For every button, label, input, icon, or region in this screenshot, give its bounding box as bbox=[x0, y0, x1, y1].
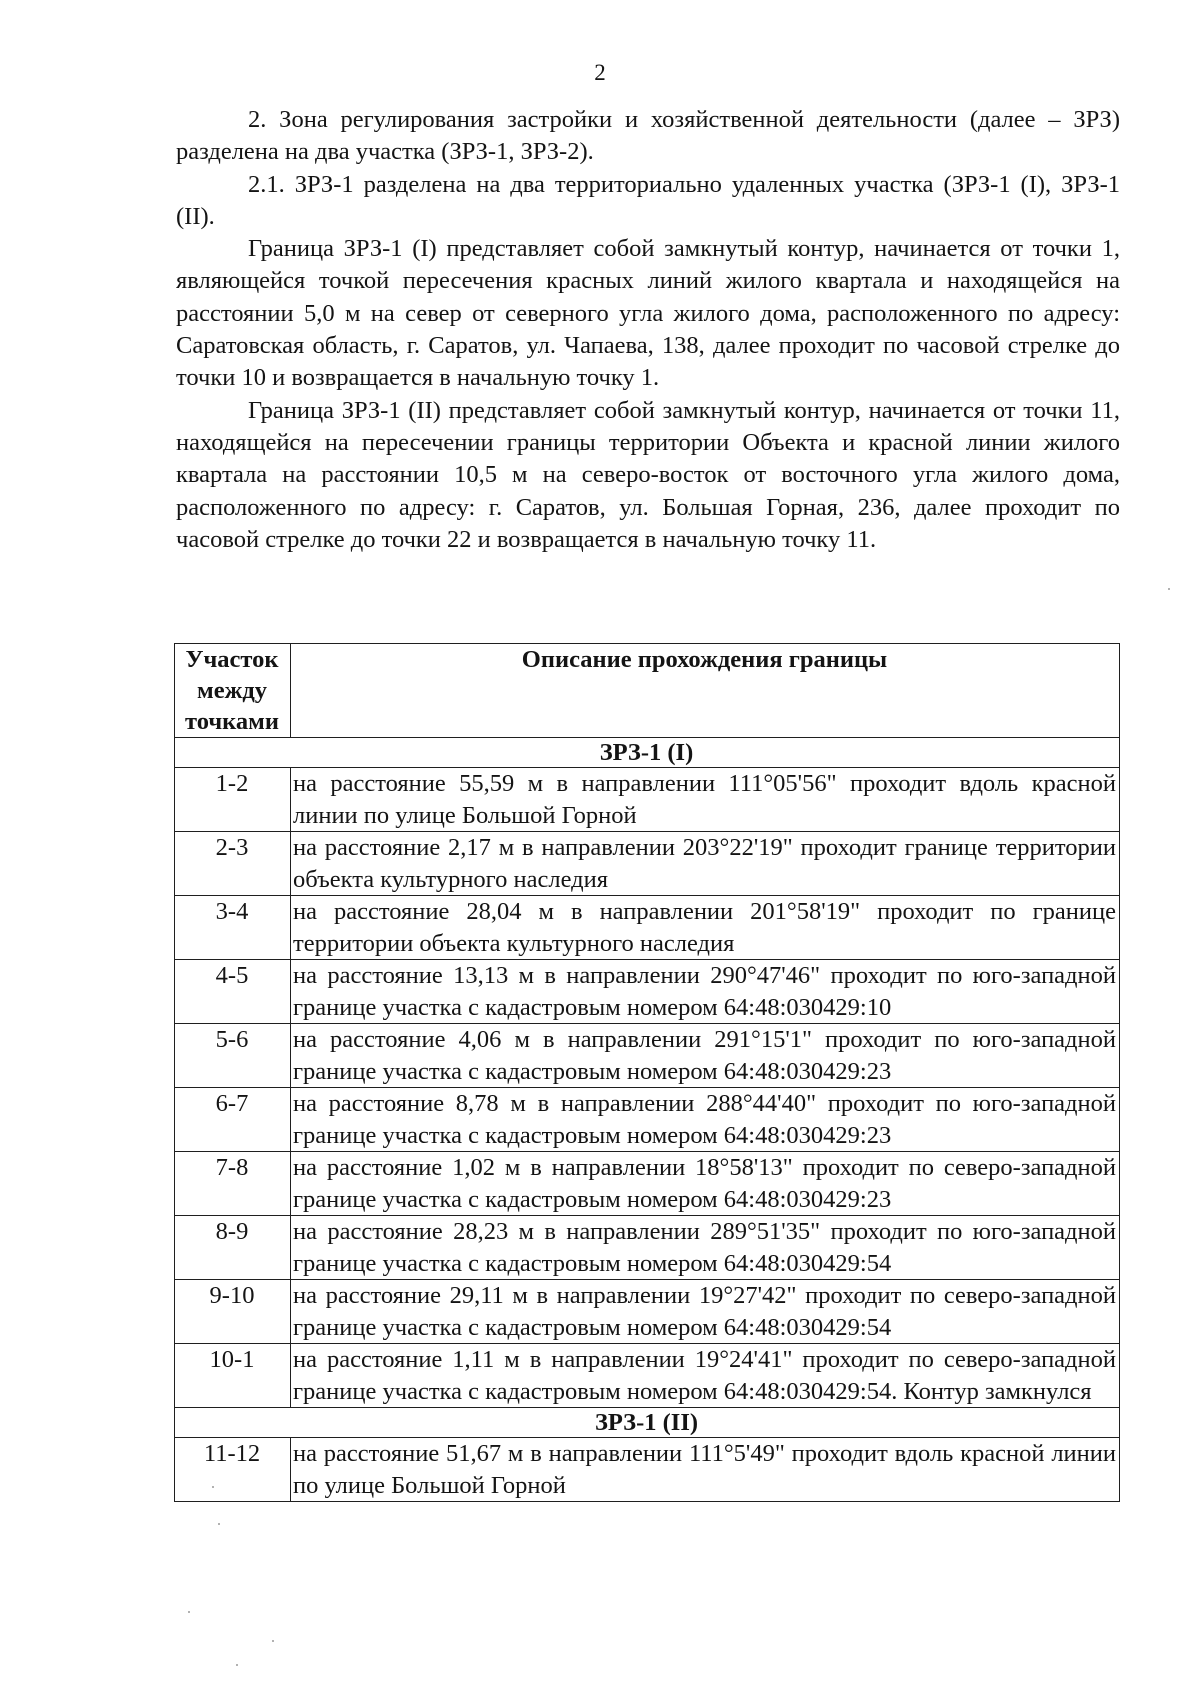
description-cell: на расстояние 51,67 м в направлении 111°5'49" проходит вдоль красной линии по улице Большой Горной bbox=[291, 1438, 1120, 1502]
table-row bbox=[175, 1216, 1120, 1280]
table-row bbox=[175, 1438, 1120, 1502]
description-cell: на расстояние 28,04 м в направлении 201°58'19" проходит по границе территории объекта культурного наследия bbox=[291, 896, 1120, 960]
section-row bbox=[175, 738, 1120, 768]
segment-cell: 9-10 bbox=[175, 1280, 291, 1344]
section-row bbox=[175, 1408, 1120, 1438]
description-cell: на расстояние 1,11 м в направлении 19°24'41" проходит по северо-западной границе участка с кадастровым номером 64:48:030429:54. Контур замкнулся bbox=[291, 1344, 1120, 1408]
scan-speck bbox=[272, 1640, 274, 1642]
segment-cell: 10-1 bbox=[175, 1344, 291, 1408]
segment-cell: 3-4 bbox=[175, 896, 291, 960]
segment-cell: 11-12 bbox=[175, 1438, 291, 1502]
description-cell: на расстояние 1,02 м в направлении 18°58'13" проходит по северо-западной границе участка с кадастровым номером 64:48:030429:23 bbox=[291, 1152, 1120, 1216]
description-cell: на расстояние 13,13 м в направлении 290°47'46" проходит по юго-западной границе участка с кадастровым номером 64:48:030429:10 bbox=[291, 960, 1120, 1024]
boundary-table bbox=[174, 643, 1120, 1502]
section-title: ЗРЗ-1 (II) bbox=[175, 1408, 1120, 1438]
table-row bbox=[175, 960, 1120, 1024]
segment-cell: 5-6 bbox=[175, 1024, 291, 1088]
scan-speck bbox=[236, 1664, 238, 1666]
description-cell: на расстояние 2,17 м в направлении 203°22'19" проходит границе территории объекта культурного наследия bbox=[291, 832, 1120, 896]
segment-cell: 6-7 bbox=[175, 1088, 291, 1152]
table-row bbox=[175, 1280, 1120, 1344]
segment-cell: 1-2 bbox=[175, 768, 291, 832]
segment-cell: 2-3 bbox=[175, 832, 291, 896]
header-description: Описание прохождения границы bbox=[291, 644, 1120, 738]
description-cell: на расстояние 4,06 м в направлении 291°15'1" проходит по юго-западной границе участка с кадастровым номером 64:48:030429:23 bbox=[291, 1024, 1120, 1088]
table-row bbox=[175, 768, 1120, 832]
segment-cell: 7-8 bbox=[175, 1152, 291, 1216]
header-segment: Участок между точками bbox=[175, 644, 291, 738]
paragraph: Граница ЗРЗ-1 (I) представляет собой замкнутый контур, начинается от точки 1, являющейся точкой пересечения красных линий жилого квартала и находящейся на расстоянии 5,0 м на север от северного угла жилого дома, расположенного по адресу: Саратовская область, г. Саратов, ул. Чапаева, 138, далее проходит по часовой стрелке до точки 10 и возвращается в начальную точку 1. bbox=[176, 235, 1120, 392]
paragraph: Граница ЗРЗ-1 (II) представляет собой замкнутый контур, начинается от точки 11, находящейся на пересечении границы территории Объекта и красной линии жилого квартала на расстоянии 10,5 м на северо-восток от восточного угла жилого дома, расположенного по адресу: г. Саратов, ул. Большая Горная, 236, далее проходит по часовой стрелке до точки 22 и возвращается в начальную точку 11. bbox=[176, 396, 1120, 553]
section-title: ЗРЗ-1 (I) bbox=[175, 738, 1120, 768]
description-cell: на расстояние 29,11 м в направлении 19°27'42" проходит по северо-западной границе участка с кадастровым номером 64:48:030429:54 bbox=[291, 1280, 1120, 1344]
table-row bbox=[175, 1344, 1120, 1408]
table-row bbox=[175, 1024, 1120, 1088]
paragraph: 2. Зона регулирования застройки и хозяйственной деятельности (далее – ЗРЗ) разделена на два участка (ЗРЗ-1, ЗРЗ-2). bbox=[176, 106, 1120, 166]
description-cell: на расстояние 55,59 м в направлении 111°05'56" проходит вдоль красной линии по улице Большой Горной bbox=[291, 768, 1120, 832]
description-cell: на расстояние 8,78 м в направлении 288°44'40" проходит по юго-западной границе участка с кадастровым номером 64:48:030429:23 bbox=[291, 1088, 1120, 1152]
segment-cell: 8-9 bbox=[175, 1216, 291, 1280]
body-text bbox=[176, 104, 1120, 556]
page-number: 2 bbox=[594, 60, 606, 85]
paragraph: 2.1. ЗРЗ-1 разделена на два территориально удаленных участка (ЗРЗ-1 (I), ЗРЗ-1 (II). bbox=[176, 170, 1120, 230]
segment-cell: 4-5 bbox=[175, 960, 291, 1024]
table-row bbox=[175, 896, 1120, 960]
scan-speck bbox=[218, 1523, 220, 1525]
table-row bbox=[175, 832, 1120, 896]
scan-speck bbox=[1168, 588, 1170, 590]
table-row bbox=[175, 1152, 1120, 1216]
scan-speck bbox=[212, 1486, 214, 1488]
scan-speck bbox=[188, 1611, 190, 1613]
table-header-row bbox=[175, 644, 1120, 738]
table-row bbox=[175, 1088, 1120, 1152]
description-cell: на расстояние 28,23 м в направлении 289°51'35" проходит по юго-западной границе участка с кадастровым номером 64:48:030429:54 bbox=[291, 1216, 1120, 1280]
